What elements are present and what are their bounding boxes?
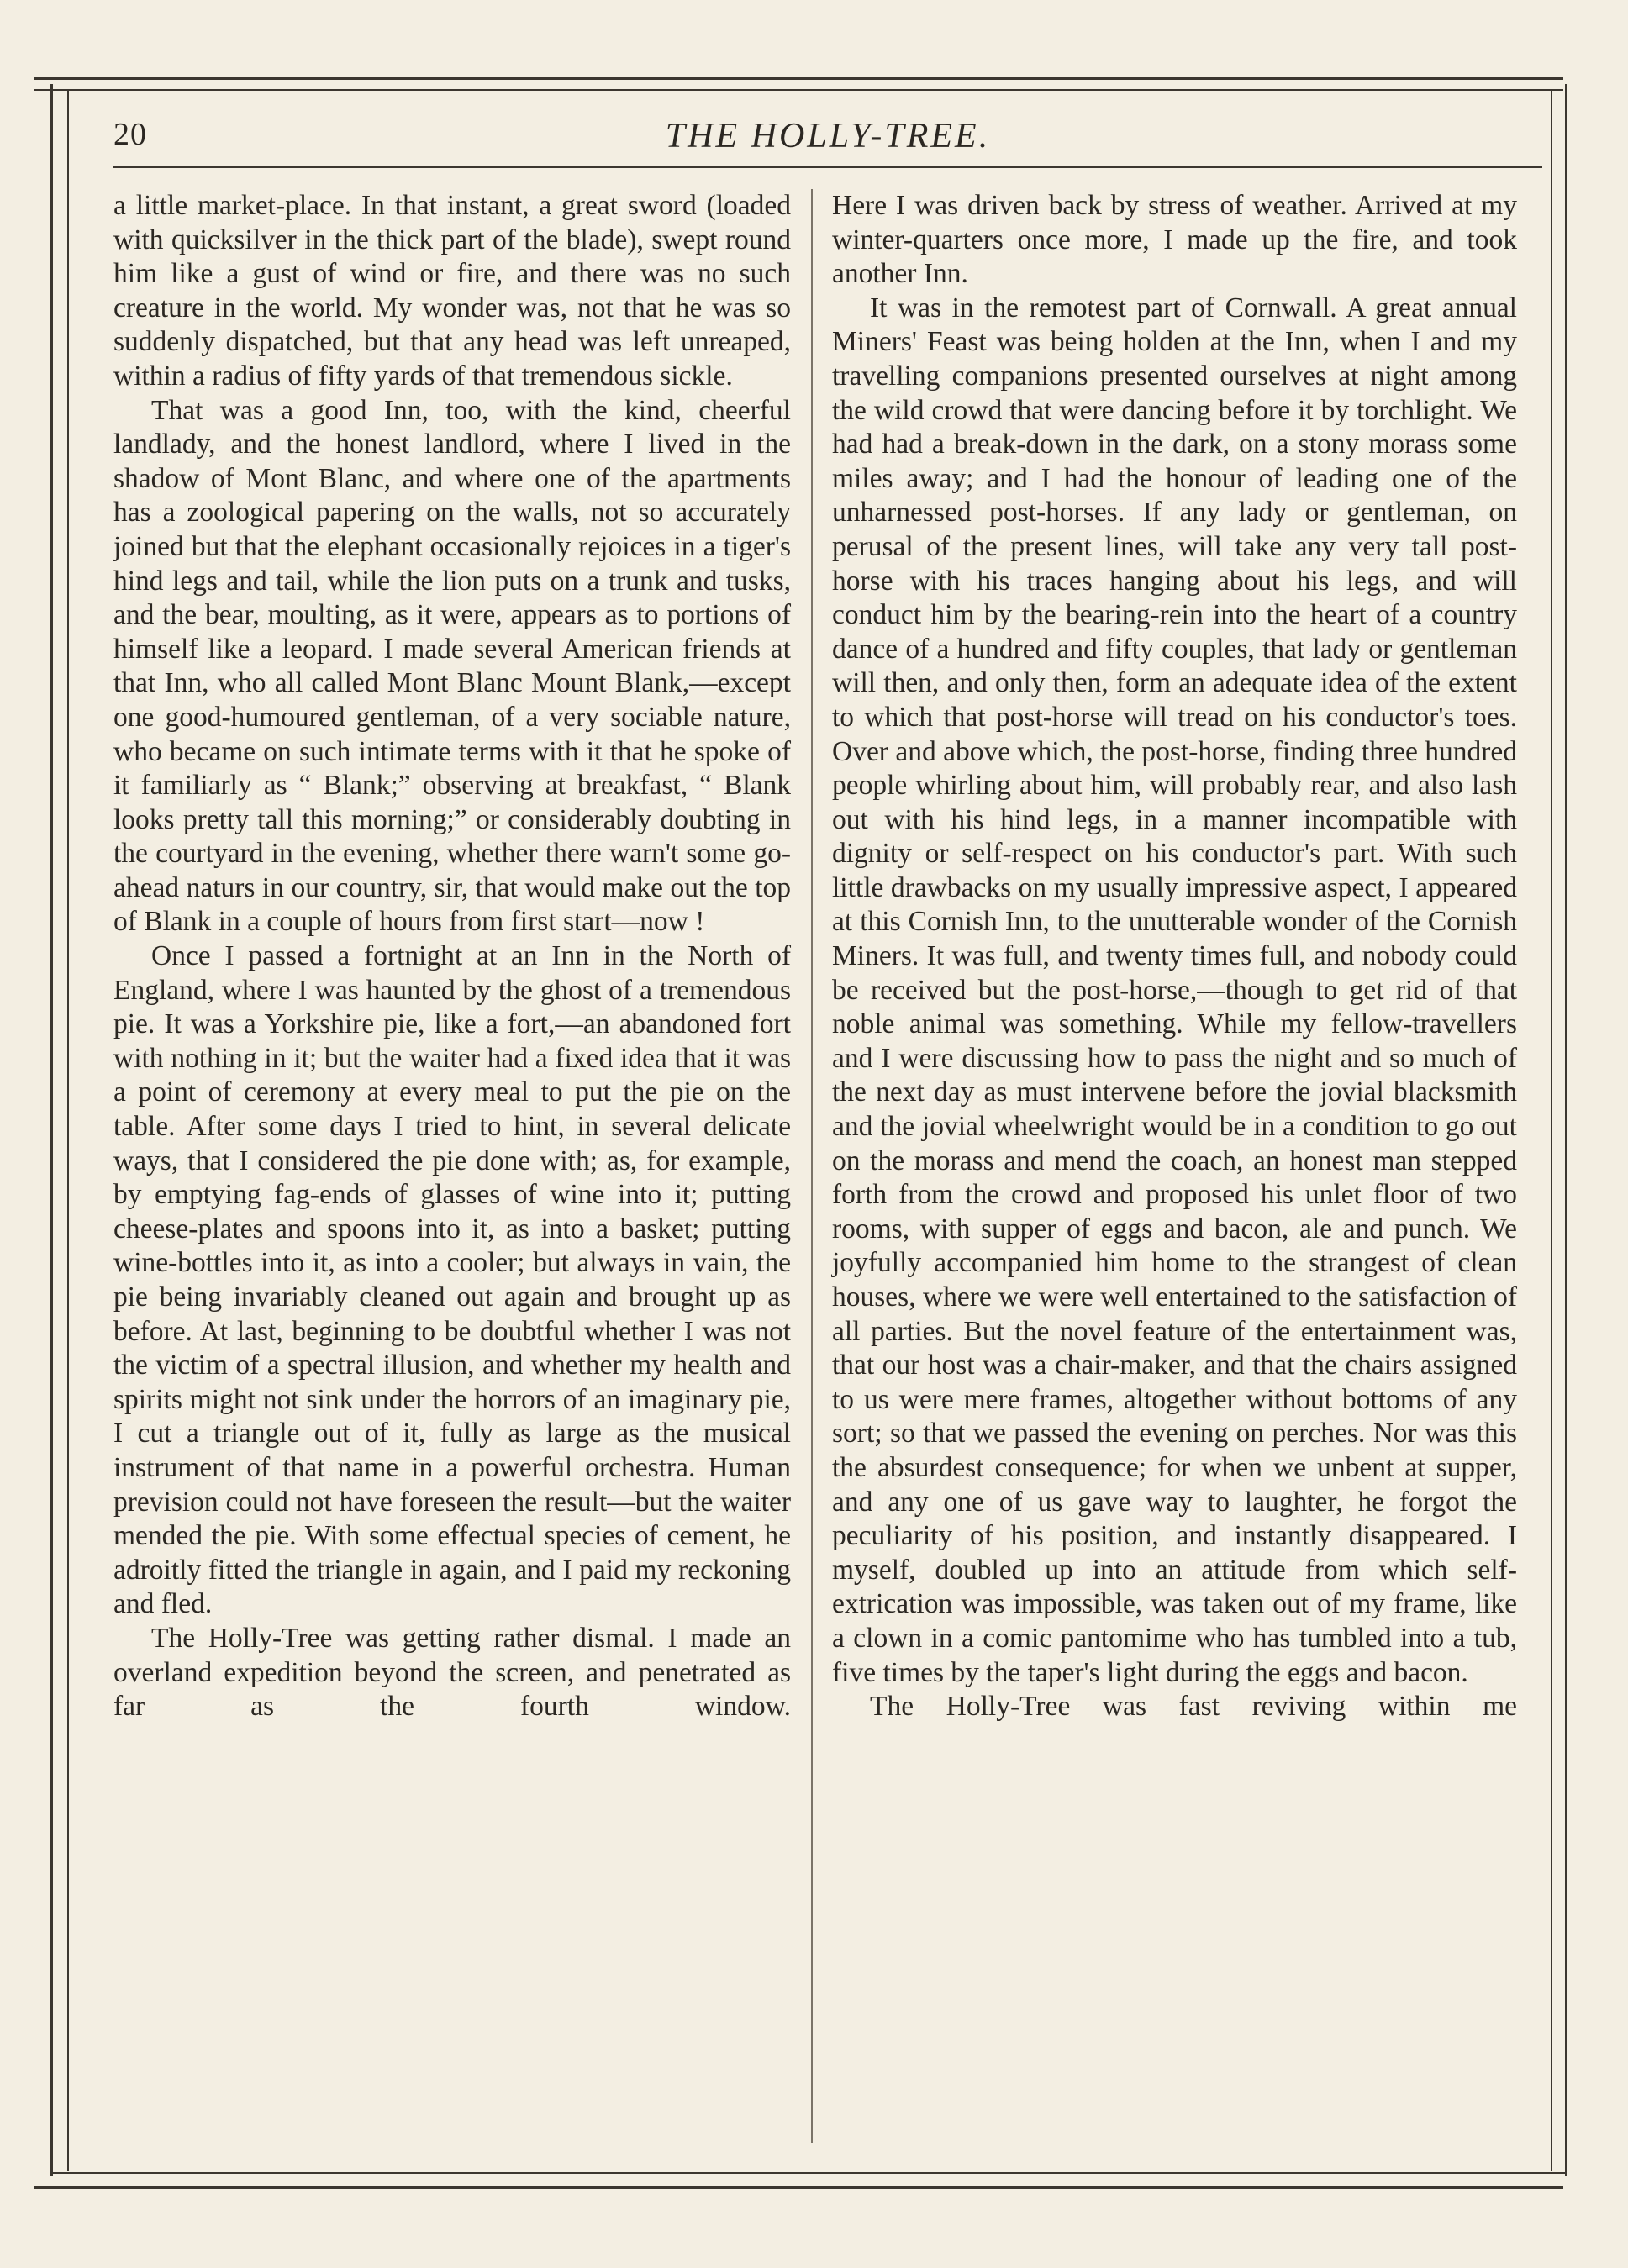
header-rule: [113, 166, 1542, 168]
paragraph: That was a good Inn, too, with the kind, cheerful landlady, and the honest landlord, where I lived in the shadow of Mont Blanc, and where one of the apartments has a zoological papering on the walls, not so accurately joined but that the elephant occasionally rejoices in a tiger's hind legs and tail, while the lion puts on a trunk and tusks, and the bear, moulting, as it were, appears as to portions of himself like a leopard. I made several American friends at that Inn, who all called Mont Blanc Mount Blank,—except one good-humoured gentleman, of a very sociable nature, who became on such intimate terms with it that he spoke of it familiarly as “ Blank;” observing at breakfast, “ Blank looks pretty tall this morning;” or considerably doubting in the courtyard in the evening, whether there warn't some go-ahead naturs in our country, sir, that would make out the top of Blank in a couple of hours from first start—now !: [113, 394, 791, 938]
top-rule-inner: [34, 89, 1563, 91]
left-border-inner: [67, 91, 69, 2171]
running-title: THE HOLLY-TREE.: [665, 117, 991, 155]
paragraph: Once I passed a fortnight at an Inn in the North of England, where I was haunted by the ghost of a tremendous pie. It was a Yorkshire pie, like a fort,—an abandoned fort with nothing in it; but the waiter had a fixed idea that it was a point of ceremony at every meal to put the pie on the table. After some days I tried to hint, in several delicate ways, that I considered the pie done with; as, for example, by emptying fag-ends of glasses of wine into it; putting cheese-plates and spoons into it, as into a basket; putting wine-bottles into it, as into a cooler; but always in vain, the pie being invariably cleaned out again and brought up as before. At last, beginning to be doubtful whether I was not the victim of a spectral illusion, and whether my health and spirits might not sink under the horrors of an imaginary pie, I cut a triangle out of it, fully as large as the musical instrument of that name in a powerful orchestra. Human prevision could not have foreseen the result—but the waiter mended the pie. With some effectual species of cement, he adroitly fitted the triangle in again, and I paid my reckoning and fled.: [113, 940, 791, 1620]
left-border-outer: [50, 84, 53, 2176]
page-header: [113, 116, 1542, 166]
paragraph: Here I was driven back by stress of weather. Arrived at my winter-quarters once more, I made up the fire, and took another Inn.: [832, 190, 1517, 290]
right-border-inner: [1551, 91, 1552, 2171]
column-divider: [811, 189, 813, 2143]
top-rule-outer: [34, 77, 1563, 80]
left-column: [113, 189, 791, 1724]
paragraph: The Holly-Tree was fast reviving within me: [870, 1691, 1517, 1723]
right-column: [832, 189, 1517, 1724]
paragraph: It was in the remotest part of Cornwall. A great annual Miners' Feast was being holden at the Inn, when I and my travelling companions presented ourselves at night among the wild crowd that were dancing before it by torchlight. We had had a break-down in the dark, on a stony morass some miles away; and I had the honour of leading one of the unharnessed post-horses. If any lady or gentleman, on perusal of the present lines, will take any very tall post-horse with his traces hanging about his legs, and will conduct him by the bearing-rein into the heart of a country dance of a hundred and fifty couples, that lady or gentleman will then, and only then, form an adequate idea of the extent to which that post-horse will tread on his conductor's toes. Over and above which, the post-horse, finding three hundred people whirling about him, will probably rear, and also lash out with his hind legs, in a manner incompatible with dignity or self-respect on his conductor's part. With such little drawbacks on my usually impressive aspect, I appeared at this Cornish Inn, to the unutterable wonder of the Cornish Miners. It was full, and twenty times full, and nobody could be received but the post-horse,—though to get rid of that noble animal was something. While my fellow-travellers and I were discussing how to pass the night and so much of the next day as must intervene before the jovial blacksmith and the jovial wheelwright would be in a condition to go out on the morass and mend the coach, an honest man stepped forth from the crowd and proposed his unlet floor of two rooms, with supper of eggs and bacon, ale and punch. We joyfully accompanied him home to the strangest of clean houses, where we were well entertained to the satisfaction of all parties. But the novel feature of the entertainment was, that our host was a chair-maker, and that the chairs assigned to us were mere frames, altogether without bottoms of any sort; so that we passed the evening on perches. Nor was this the absurdest consequence; for when we unbent at supper, and any one of us gave way to laughter, he forgot the peculiarity of his position, and instantly disappeared. I myself, doubled up into an attitude from which self-extrication was impossible, was taken out of my frame, like a clown in a comic pantomime who has tumbled into a tub, five times by the taper's light during the eggs and bacon.: [832, 292, 1517, 1688]
right-border-outer: [1565, 84, 1567, 2176]
bottom-rule-outer: [34, 2186, 1563, 2189]
paragraph: a little market-place. In that instant, a great sword (loaded with quicksilver in the thick part of the blade), swept round him like a gust of wind or fire, and there was no such creature in the world. My wonder was, not that he was so suddenly dispatched, but that any head was left unreaped, within a radius of fifty yards of that tremendous sickle.: [113, 190, 791, 392]
bottom-rule-inner: [50, 2172, 1567, 2174]
paragraph: The Holly-Tree was getting rather dismal. I made an overland expedition beyond the screen, and penetrated as far as the fourth window.: [113, 1622, 791, 1723]
page-number: 20: [113, 117, 147, 152]
